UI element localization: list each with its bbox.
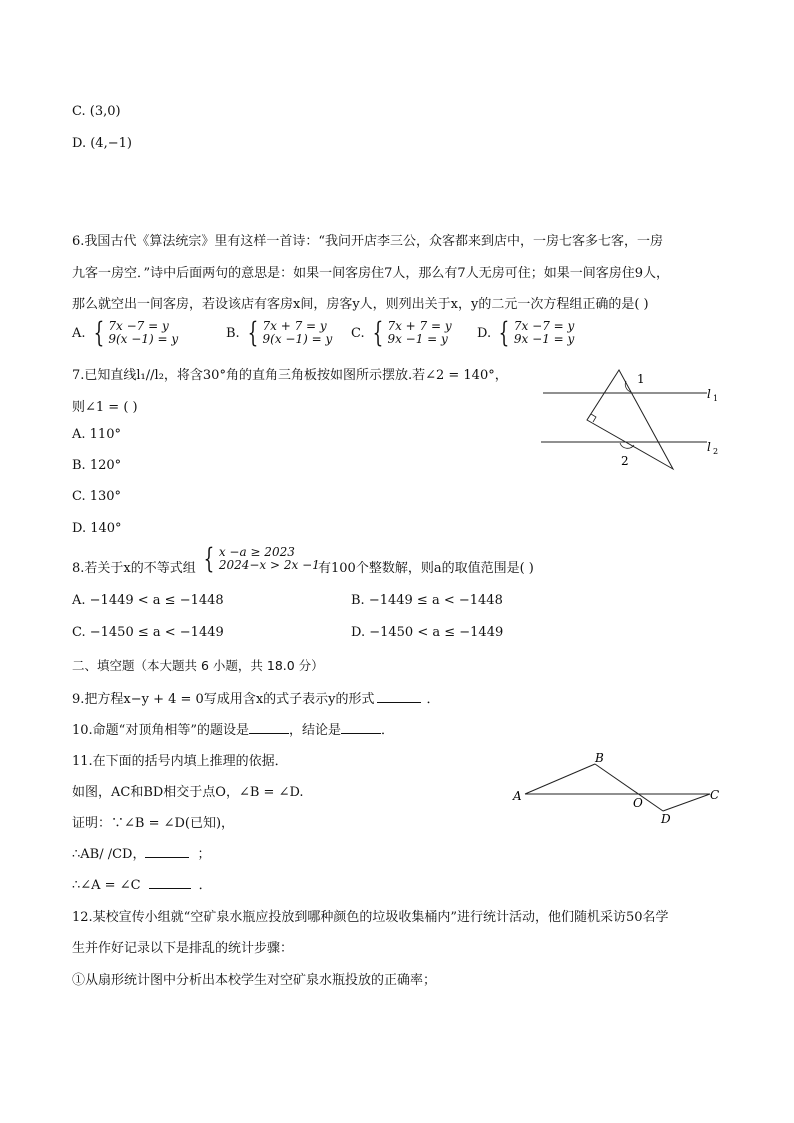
equation: 9(x −1) = y [108,332,179,346]
q9-end: ． [426,692,440,707]
q11-figure [505,745,730,830]
q5-option-c: C. (3,0) [72,104,121,119]
q11-line4-text: ∴AB/ /CD， [72,847,146,862]
point-c-label: C [710,788,720,802]
equation: 9x −1 = y [513,332,575,346]
q7-option-c: C. 130° [72,489,122,504]
point-b-label: B [595,751,604,765]
q6-option-b [226,316,333,349]
q6-option-d [477,316,575,349]
q11-line1: 11.在下面的括号内填上推理的依据． [72,754,288,769]
q9-text: 9.把方程x−y + 4 = 0写成用含x的式子表示y的形式 [72,692,375,707]
inequality: 2024−x > 2x −1 [218,558,320,572]
angle-2-label: 2 [621,454,629,468]
q10 [72,719,394,738]
q10-part2: ，结论是 [288,723,341,738]
q12-line3: ①从扇形统计图中分析出本校学生对空矿泉水瓶投放的正确率； [72,973,437,988]
answer-blank[interactable] [145,845,189,858]
q12-line1: 12.某校宣传小组就“空矿泉水瓶应投放到哪种颜色的垃圾收集桶内”进行统计活动，他们随机采访50名学 [72,910,669,925]
answer-blank[interactable] [249,721,289,734]
segment-bd [595,764,663,811]
q6-line3: 那么就空出一间客房，若设该店有客房x间，房客y人，则列出关于x，y的二元一次方程组正确的是( ) [72,297,649,312]
q7-option-b: B. 120° [72,458,122,473]
line-l2-label: l [707,440,711,454]
section-heading-fill-in: 二、填空题（本大题共 6 小题，共 18.0 分） [72,658,324,673]
q6-line2: 九客一房空．”诗中后面两句的意思是：如果一间客房住7人，那么有7人无房可住；如果一间客房住9人， [72,266,669,281]
brace-icon: { [93,316,104,349]
q11-line5 [72,874,212,893]
point-o-label: O [633,796,643,810]
q8-option-a: A. −1449 < a ≤ −1448 [72,593,224,608]
angle-1-label: 1 [637,372,645,386]
q7-stem-line2: 则∠1 = ( ) [72,400,138,415]
q8-inequality-system [200,542,320,575]
q11-line5-end: ． [198,878,212,893]
segment-dc [663,794,710,811]
option-label: C. [351,325,365,341]
equation: 9(x −1) = y [262,332,333,346]
equation: 7x + 7 = y [262,319,327,333]
q7-option-d: D. 140° [72,521,122,536]
q7-option-a: A. 110° [72,427,121,442]
q8-prefix: 8.若关于x的不等式组 [72,561,196,576]
brace-icon: { [498,316,510,349]
q8-option-c: C. −1450 ≤ a < −1449 [72,625,224,640]
equation: 7x −7 = y [513,319,575,333]
q6-line1: 6.我国古代《算法统宗》里有这样一首诗：“我问开店李三公，众客都来到店中，一房七客多七客，一房 [72,234,664,249]
q12-line2: 生并作好记录以下是排乱的统计步骤： [72,941,294,956]
point-d-label: D [661,812,671,826]
q6-option-a [72,316,179,349]
equation: 7x + 7 = y [387,319,452,333]
q7-stem-line1: 7.已知直线l₁//l₂，将含30°角的直角三角板按如图所示摆放.若∠2 = 140°， [72,368,508,383]
q8-suffix: 有100个整数解，则a的取值范围是( ) [318,561,534,576]
q10-part1: 10.命题“对顶角相等”的题设是 [72,723,249,738]
option-label: B. [226,325,240,341]
q11-line4 [72,843,211,862]
equation: 7x −7 = y [108,319,169,333]
option-label: A. [72,325,86,341]
q11-line5-text: ∴∠A = ∠C [72,878,141,893]
line-l1-subscript: 1 [713,394,719,403]
brace-icon: { [247,316,258,349]
triangle-ruler [587,370,673,469]
q7-figure [535,360,735,475]
line-l2-subscript: 2 [713,447,719,456]
answer-blank[interactable] [377,690,421,703]
q10-end: ． [380,723,394,738]
brace-icon: { [203,542,215,575]
brace-icon: { [372,316,383,349]
equation: 9x −1 = y [387,332,448,346]
line-l1-label: l [707,387,711,401]
q8-option-b: B. −1449 ≤ a < −1448 [351,593,503,608]
answer-blank[interactable] [149,876,191,889]
segment-ab [525,764,595,794]
right-angle-mark [591,414,596,422]
q5-option-d: D. (4,−1) [72,136,132,151]
inequality: x −a ≥ 2023 [218,545,295,559]
answer-blank[interactable] [341,721,381,734]
option-label: D. [477,325,492,341]
q9 [72,688,440,707]
q11-line2: 如图，AC和BD相交于点O，∠B = ∠D. [72,785,304,800]
q11-line3: 证明：∵∠B = ∠D(已知)， [72,816,235,831]
q8-option-d: D. −1450 < a ≤ −1449 [351,625,504,640]
point-a-label: A [513,789,522,803]
q11-line4-end: ； [197,847,211,862]
q6-option-c [351,316,452,349]
